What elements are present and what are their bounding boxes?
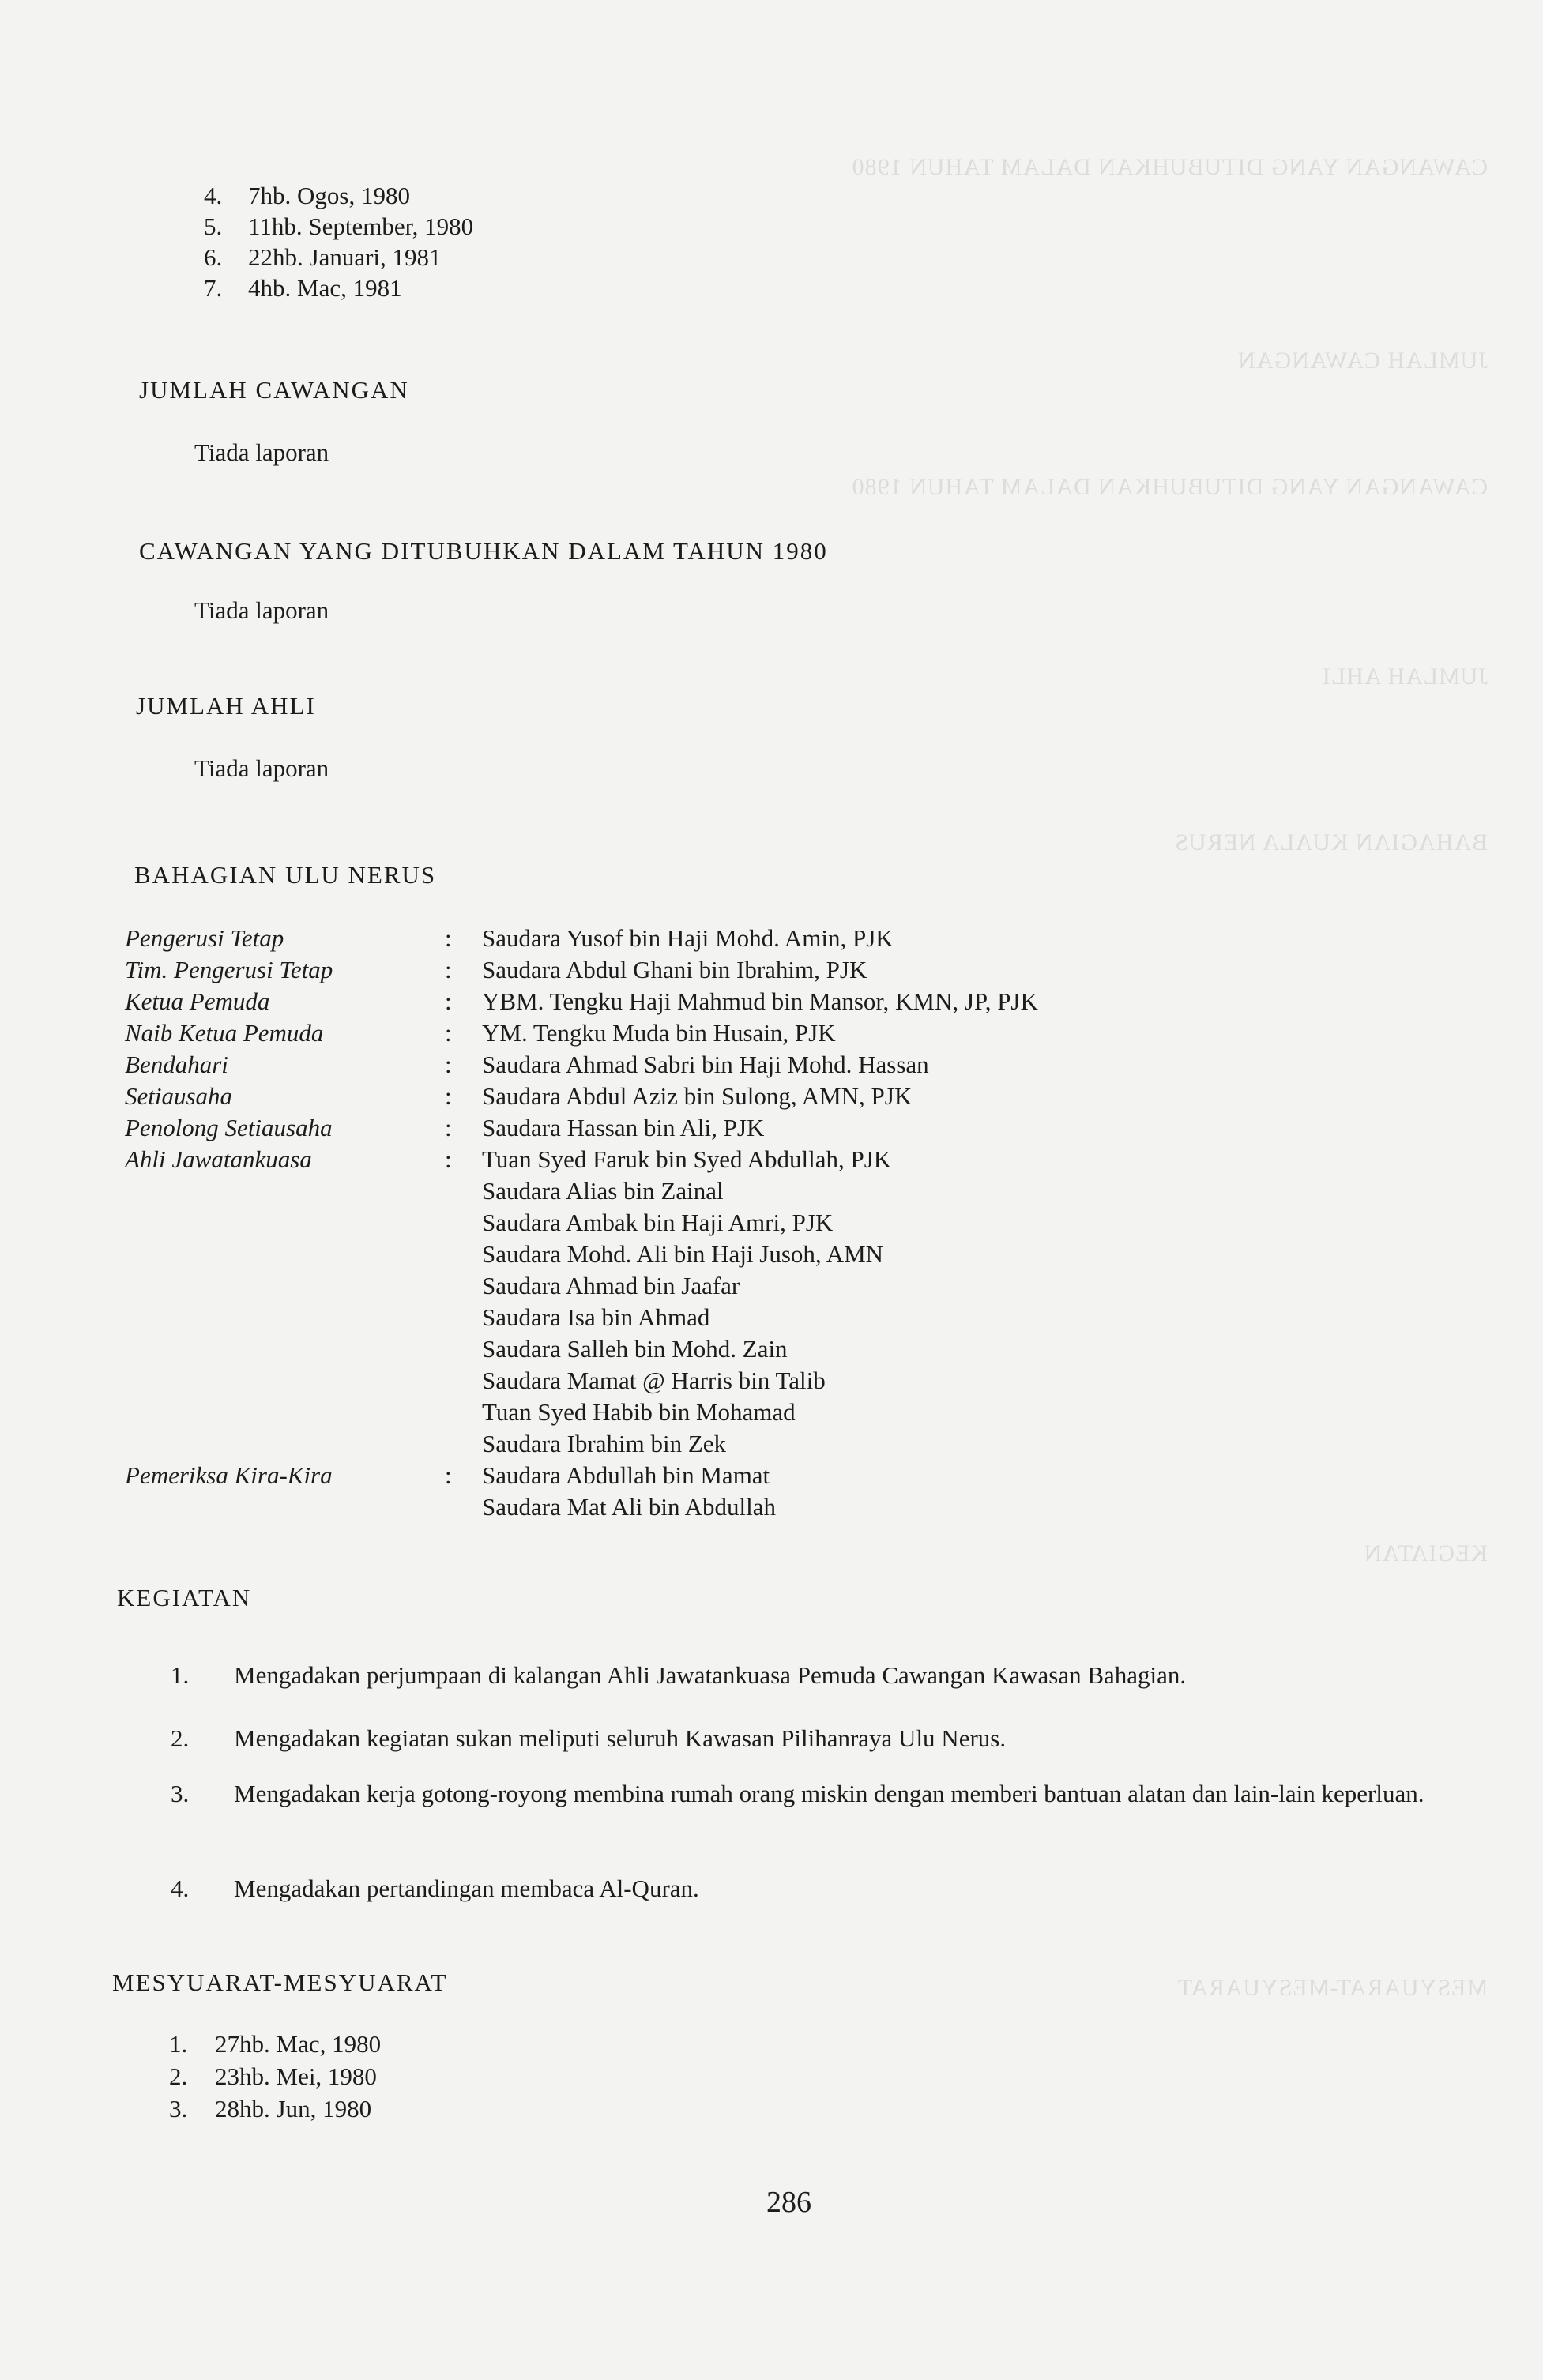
list-item: 7. 4hb. Mac, 1981	[204, 274, 402, 302]
officer-colon: :	[445, 1082, 452, 1110]
officer-role: Penolong Setiausaha	[125, 1114, 333, 1141]
section-text-cawangan-ditubuhkan: Tiada laporan	[194, 596, 329, 624]
officer-role: Setiausaha	[125, 1082, 233, 1110]
list-item: 4. 7hb. Ogos, 1980	[204, 182, 410, 209]
officer-role: Pemeriksa Kira-Kira	[125, 1461, 333, 1489]
officer-name: Saudara Abdul Ghani bin Ibrahim, PJK	[482, 956, 867, 983]
officer-name: Saudara Salleh bin Mohd. Zain	[482, 1335, 788, 1363]
section-heading-jumlah-cawangan: JUMLAH CAWANGAN	[139, 376, 409, 404]
officer-name: Saudara Ambak bin Haji Amri, PJK	[482, 1209, 834, 1236]
officer-name: Saudara Abdul Aziz bin Sulong, AMN, PJK	[482, 1082, 913, 1110]
list-item: 5. 11hb. September, 1980	[204, 212, 474, 240]
page-number: 286	[766, 2186, 811, 2219]
officer-role: Pengerusi Tetap	[125, 924, 284, 952]
officer-name: Saudara Hassan bin Ali, PJK	[482, 1114, 765, 1141]
meeting-item: 1. 27hb. Mac, 1980	[169, 2030, 382, 2058]
officer-colon: :	[445, 1114, 452, 1141]
officer-colon: :	[445, 1051, 452, 1078]
section-text-jumlah-ahli: Tiada laporan	[194, 754, 329, 782]
officer-name: Tuan Syed Faruk bin Syed Abdullah, PJK	[482, 1145, 892, 1173]
officer-name: Tuan Syed Habib bin Mohamad	[482, 1398, 796, 1426]
officer-role: Naib Ketua Pemuda	[125, 1019, 324, 1047]
officer-role: Ahli Jawatankuasa	[125, 1145, 312, 1173]
officer-role: Tim. Pengerusi Tetap	[125, 956, 333, 983]
officer-name: Saudara Mat Ali bin Abdullah	[482, 1493, 776, 1521]
officer-name: Saudara Alias bin Zainal	[482, 1177, 724, 1205]
meeting-item: 2. 23hb. Mei, 1980	[169, 2062, 377, 2090]
officer-name: Saudara Ibrahim bin Zek	[482, 1430, 727, 1457]
officer-colon: :	[445, 1145, 452, 1173]
section-heading-kegiatan: KEGIATAN	[117, 1584, 252, 1611]
officer-name: Saudara Mamat @ Harris bin Talib	[482, 1367, 826, 1394]
section-heading-bahagian: BAHAGIAN ULU NERUS	[134, 861, 437, 889]
officer-role: Bendahari	[125, 1051, 228, 1078]
section-heading-cawangan-ditubuhkan: CAWANGAN YANG DITUBUHKAN DALAM TAHUN 1980	[139, 537, 828, 565]
meeting-item: 3. 28hb. Jun, 1980	[169, 2095, 372, 2122]
bleed-through-text: CAWANGAN YANG DITUBUHKAN DALAM TAHUN 1980 JUMLAH CAWANGAN CAWANGAN YANG DITUBUHKAN DALAM TAHUN 1980 JUMLAH AHLI BAHAGIAN KUALA NERUS KEGIATAN MESYUARAT-MESYUARAT	[851, 154, 1488, 2001]
officer-name: YBM. Tengku Haji Mahmud bin Mansor, KMN, JP, PJK	[482, 987, 1038, 1015]
officer-name: Saudara Yusof bin Haji Mohd. Amin, PJK	[482, 924, 894, 952]
officer-name: Saudara Mohd. Ali bin Haji Jusoh, AMN	[482, 1240, 884, 1268]
officer-name: Saudara Isa bin Ahmad	[482, 1303, 710, 1331]
officer-colon: :	[445, 956, 452, 983]
officer-colon: :	[445, 1019, 452, 1047]
list-item: 6. 22hb. Januari, 1981	[204, 243, 442, 271]
officer-name: Saudara Abdullah bin Mamat	[482, 1461, 770, 1489]
officer-role: Ketua Pemuda	[125, 987, 270, 1015]
section-text-jumlah-cawangan: Tiada laporan	[194, 438, 329, 466]
officer-name: Saudara Ahmad bin Jaafar	[482, 1272, 740, 1299]
officer-name: Saudara Ahmad Sabri bin Haji Mohd. Hassan	[482, 1051, 929, 1078]
section-heading-mesyuarat: MESYUARAT-MESYUARAT	[112, 1968, 448, 1996]
section-heading-jumlah-ahli: JUMLAH AHLI	[136, 692, 316, 720]
officer-colon: :	[445, 987, 452, 1015]
document-page: CAWANGAN YANG DITUBUHKAN DALAM TAHUN 1980 JUMLAH CAWANGAN CAWANGAN YANG DITUBUHKAN DALAM TAHUN 1980 JUMLAH AHLI BAHAGIAN KUALA NERUS KEGIATAN MESYUARAT-MESYUARAT 4. 7hb. Ogos, 1980 5. 11hb. September, 1980 6. 22hb. Januari, 1981 7. 4hb. Mac, 1981 JUMLAH CAWANGAN Tiada laporan CAWANGAN YANG DITUBUHKAN DALAM TAHUN 1980 Tiada laporan JUMLAH AHLI Tiada laporan BAHAGIAN ULU NERUS Pengerusi Tetap : Saudara Yusof bin Haji Mohd. Amin, PJK Tim. Pengerusi Tetap : Saudara Abdul Ghani bin Ibrahim, PJK Ketua Pemuda : YBM. Tengku Haji Mahmud bin Mansor, KMN, JP, PJK Naib Ketua Pemuda : YM. Tengku Muda bin Husain, PJK Bendahari : Saudara Ahmad Sabri bin Haji Mohd. Hassan Setiausaha : Saudara Abdul Aziz bin Sulong, AMN, PJK Penolong Setiausaha : Saudara Hassan bin Ali, PJK Ahli Jawatankuasa : Tuan Syed Faruk bin Syed Abdullah, PJK Saudara Alias bin Zainal Saudara Ambak bin Haji Amri, PJK Saudara Mohd. Ali bin Haji Jusoh, AMN Saudara Ahmad bin Jaafar Saudara Isa bin Ahmad Saudara Salleh bin Mohd. Zain Saudara Mamat @ Harris bin Talib Tuan Syed Habib bin Mohamad Saudara Ibrahim bin Zek Pemeriksa Kira-Kira : Saudara Abdullah bin Mamat Saudara Mat Ali bin Abdullah KEGIATAN 1. Mengadakan perjumpaan di kalangan Ahli Jawatankuasa Pemuda Cawangan Kawasan Bahagian. 2. Mengadakan kegiatan sukan meliputi seluruh Kawasan Pilihanraya Ulu Nerus. 3. Mengadakan kerja gotong-royong membina rumah orang miskin dengan memberi bantuan alatan dan lain-lain keperluan. 4. Mengadakan pertandingan membaca Al-Quran. MESYUARAT-MESYUARAT 1. 27hb. Mac, 1980 2. 23hb. Mei, 1980 3. 28hb. Jun, 1980 286	[0, 0, 1543, 2380]
officer-name: YM. Tengku Muda bin Husain, PJK	[482, 1019, 836, 1047]
officer-colon: :	[445, 924, 452, 952]
officer-colon: :	[445, 1461, 452, 1489]
